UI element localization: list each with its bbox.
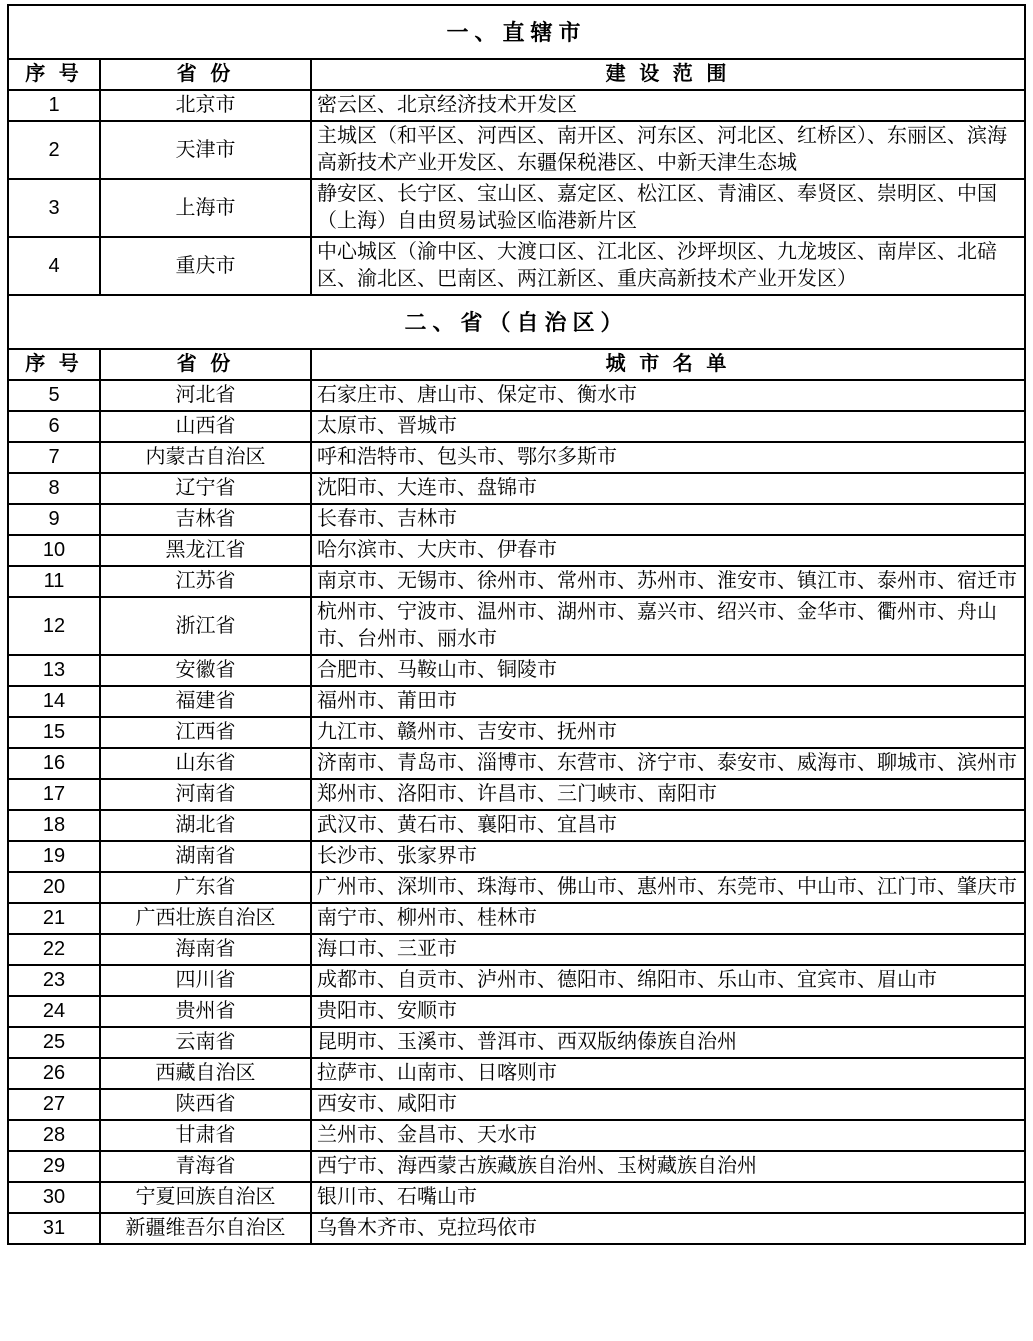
- row-province-cell: 海南省: [100, 934, 311, 965]
- header-scope: 城 市 名 单: [311, 349, 1025, 380]
- table-row: [8, 686, 1025, 717]
- column-header-row: [8, 59, 1025, 90]
- row-province-cell: 陕西省: [100, 1089, 311, 1120]
- row-province-cell: 上海市: [100, 179, 311, 237]
- section-title: 一、直辖市: [8, 5, 1025, 59]
- row-serial-number-cell: 12: [8, 597, 100, 655]
- row-detail-cell: 太原市、晋城市: [311, 411, 1025, 442]
- row-serial-number-cell: 10: [8, 535, 100, 566]
- row-serial-number-cell: 23: [8, 965, 100, 996]
- region-table-body: [8, 5, 1025, 1244]
- row-province-cell: 新疆维吾尔自治区: [100, 1213, 311, 1244]
- row-detail-cell: 海口市、三亚市: [311, 934, 1025, 965]
- row-province-cell: 河北省: [100, 380, 311, 411]
- header-serial-number: 序 号: [8, 59, 100, 90]
- table-row: [8, 90, 1025, 121]
- table-row: [8, 1120, 1025, 1151]
- row-province-cell: 甘肃省: [100, 1120, 311, 1151]
- row-detail-cell: 武汉市、黄石市、襄阳市、宜昌市: [311, 810, 1025, 841]
- row-province-cell: 福建省: [100, 686, 311, 717]
- row-serial-number-cell: 17: [8, 779, 100, 810]
- row-province-cell: 贵州省: [100, 996, 311, 1027]
- header-province: 省 份: [100, 349, 311, 380]
- row-serial-number-cell: 20: [8, 872, 100, 903]
- row-serial-number-cell: 29: [8, 1151, 100, 1182]
- row-detail-cell: 济南市、青岛市、淄博市、东营市、济宁市、泰安市、威海市、聊城市、滨州市: [311, 748, 1025, 779]
- section-title: 二、省（自治区）: [8, 295, 1025, 349]
- row-detail-cell: 乌鲁木齐市、克拉玛依市: [311, 1213, 1025, 1244]
- row-province-cell: 河南省: [100, 779, 311, 810]
- row-serial-number-cell: 13: [8, 655, 100, 686]
- row-detail-cell: 南宁市、柳州市、桂林市: [311, 903, 1025, 934]
- row-detail-cell: 广州市、深圳市、珠海市、佛山市、惠州市、东莞市、中山市、江门市、肇庆市: [311, 872, 1025, 903]
- row-province-cell: 北京市: [100, 90, 311, 121]
- table-row: [8, 1027, 1025, 1058]
- row-detail-cell: 杭州市、宁波市、温州市、湖州市、嘉兴市、绍兴市、金华市、衢州市、舟山市、台州市、丽水市: [311, 597, 1025, 655]
- row-serial-number-cell: 31: [8, 1213, 100, 1244]
- header-serial-number: 序 号: [8, 349, 100, 380]
- table-row: [8, 473, 1025, 504]
- row-serial-number-cell: 27: [8, 1089, 100, 1120]
- table-row: [8, 996, 1025, 1027]
- row-serial-number-cell: 8: [8, 473, 100, 504]
- row-detail-cell: 兰州市、金昌市、天水市: [311, 1120, 1025, 1151]
- row-province-cell: 浙江省: [100, 597, 311, 655]
- row-province-cell: 吉林省: [100, 504, 311, 535]
- table-row: [8, 1213, 1025, 1244]
- table-row: [8, 380, 1025, 411]
- row-detail-cell: 石家庄市、唐山市、保定市、衡水市: [311, 380, 1025, 411]
- row-province-cell: 重庆市: [100, 237, 311, 295]
- row-serial-number-cell: 22: [8, 934, 100, 965]
- row-province-cell: 青海省: [100, 1151, 311, 1182]
- section-title-row: [8, 5, 1025, 59]
- table-row: [8, 872, 1025, 903]
- row-serial-number-cell: 9: [8, 504, 100, 535]
- section-title-row: [8, 295, 1025, 349]
- row-province-cell: 湖南省: [100, 841, 311, 872]
- row-detail-cell: 成都市、自贡市、泸州市、德阳市、绵阳市、乐山市、宜宾市、眉山市: [311, 965, 1025, 996]
- row-detail-cell: 贵阳市、安顺市: [311, 996, 1025, 1027]
- table-row: [8, 535, 1025, 566]
- row-province-cell: 西藏自治区: [100, 1058, 311, 1089]
- row-province-cell: 辽宁省: [100, 473, 311, 504]
- row-detail-cell: 南京市、无锡市、徐州市、常州市、苏州市、淮安市、镇江市、泰州市、宿迁市: [311, 566, 1025, 597]
- row-serial-number-cell: 21: [8, 903, 100, 934]
- row-detail-cell: 中心城区（渝中区、大渡口区、江北区、沙坪坝区、九龙坡区、南岸区、北碚区、渝北区、巴南区、两江新区、重庆高新技术产业开发区）: [311, 237, 1025, 295]
- row-detail-cell: 主城区（和平区、河西区、南开区、河东区、河北区、红桥区）、东丽区、滨海高新技术产业开发区、东疆保税港区、中新天津生态城: [311, 121, 1025, 179]
- row-serial-number-cell: 11: [8, 566, 100, 597]
- row-serial-number-cell: 5: [8, 380, 100, 411]
- row-detail-cell: 郑州市、洛阳市、许昌市、三门峡市、南阳市: [311, 779, 1025, 810]
- header-province: 省 份: [100, 59, 311, 90]
- row-detail-cell: 密云区、北京经济技术开发区: [311, 90, 1025, 121]
- row-detail-cell: 九江市、赣州市、吉安市、抚州市: [311, 717, 1025, 748]
- row-detail-cell: 昆明市、玉溪市、普洱市、西双版纳傣族自治州: [311, 1027, 1025, 1058]
- table-row: [8, 965, 1025, 996]
- row-province-cell: 山东省: [100, 748, 311, 779]
- row-serial-number-cell: 2: [8, 121, 100, 179]
- table-row: [8, 1058, 1025, 1089]
- column-header-row: [8, 349, 1025, 380]
- row-province-cell: 四川省: [100, 965, 311, 996]
- row-detail-cell: 银川市、石嘴山市: [311, 1182, 1025, 1213]
- row-serial-number-cell: 3: [8, 179, 100, 237]
- row-province-cell: 黑龙江省: [100, 535, 311, 566]
- row-detail-cell: 合肥市、马鞍山市、铜陵市: [311, 655, 1025, 686]
- row-province-cell: 广东省: [100, 872, 311, 903]
- table-row: [8, 504, 1025, 535]
- table-row: [8, 442, 1025, 473]
- table-row: [8, 1089, 1025, 1120]
- row-detail-cell: 沈阳市、大连市、盘锦市: [311, 473, 1025, 504]
- table-row: [8, 810, 1025, 841]
- row-detail-cell: 哈尔滨市、大庆市、伊春市: [311, 535, 1025, 566]
- table-row: [8, 1151, 1025, 1182]
- row-serial-number-cell: 18: [8, 810, 100, 841]
- row-province-cell: 宁夏回族自治区: [100, 1182, 311, 1213]
- table-row: [8, 179, 1025, 237]
- region-table: [7, 4, 1026, 1245]
- row-serial-number-cell: 30: [8, 1182, 100, 1213]
- row-province-cell: 江西省: [100, 717, 311, 748]
- row-serial-number-cell: 4: [8, 237, 100, 295]
- row-province-cell: 云南省: [100, 1027, 311, 1058]
- table-row: [8, 717, 1025, 748]
- row-detail-cell: 拉萨市、山南市、日喀则市: [311, 1058, 1025, 1089]
- table-row: [8, 121, 1025, 179]
- table-row: [8, 841, 1025, 872]
- row-detail-cell: 呼和浩特市、包头市、鄂尔多斯市: [311, 442, 1025, 473]
- row-province-cell: 天津市: [100, 121, 311, 179]
- row-detail-cell: 长春市、吉林市: [311, 504, 1025, 535]
- row-detail-cell: 长沙市、张家界市: [311, 841, 1025, 872]
- row-serial-number-cell: 19: [8, 841, 100, 872]
- row-province-cell: 山西省: [100, 411, 311, 442]
- row-province-cell: 安徽省: [100, 655, 311, 686]
- row-serial-number-cell: 25: [8, 1027, 100, 1058]
- table-row: [8, 1182, 1025, 1213]
- row-serial-number-cell: 24: [8, 996, 100, 1027]
- table-row: [8, 411, 1025, 442]
- row-province-cell: 内蒙古自治区: [100, 442, 311, 473]
- table-row: [8, 237, 1025, 295]
- row-detail-cell: 静安区、长宁区、宝山区、嘉定区、松江区、青浦区、奉贤区、崇明区、中国（上海）自由贸易试验区临港新片区: [311, 179, 1025, 237]
- row-serial-number-cell: 14: [8, 686, 100, 717]
- header-scope: 建 设 范 围: [311, 59, 1025, 90]
- table-row: [8, 566, 1025, 597]
- table-row: [8, 655, 1025, 686]
- row-detail-cell: 西宁市、海西蒙古族藏族自治州、玉树藏族自治州: [311, 1151, 1025, 1182]
- row-province-cell: 湖北省: [100, 810, 311, 841]
- table-row: [8, 903, 1025, 934]
- table-row: [8, 934, 1025, 965]
- table-row: [8, 779, 1025, 810]
- row-province-cell: 江苏省: [100, 566, 311, 597]
- row-serial-number-cell: 6: [8, 411, 100, 442]
- row-detail-cell: 福州市、莆田市: [311, 686, 1025, 717]
- row-serial-number-cell: 1: [8, 90, 100, 121]
- row-serial-number-cell: 28: [8, 1120, 100, 1151]
- row-detail-cell: 西安市、咸阳市: [311, 1089, 1025, 1120]
- row-serial-number-cell: 16: [8, 748, 100, 779]
- row-serial-number-cell: 26: [8, 1058, 100, 1089]
- table-row: [8, 748, 1025, 779]
- table-row: [8, 597, 1025, 655]
- row-serial-number-cell: 7: [8, 442, 100, 473]
- row-serial-number-cell: 15: [8, 717, 100, 748]
- row-province-cell: 广西壮族自治区: [100, 903, 311, 934]
